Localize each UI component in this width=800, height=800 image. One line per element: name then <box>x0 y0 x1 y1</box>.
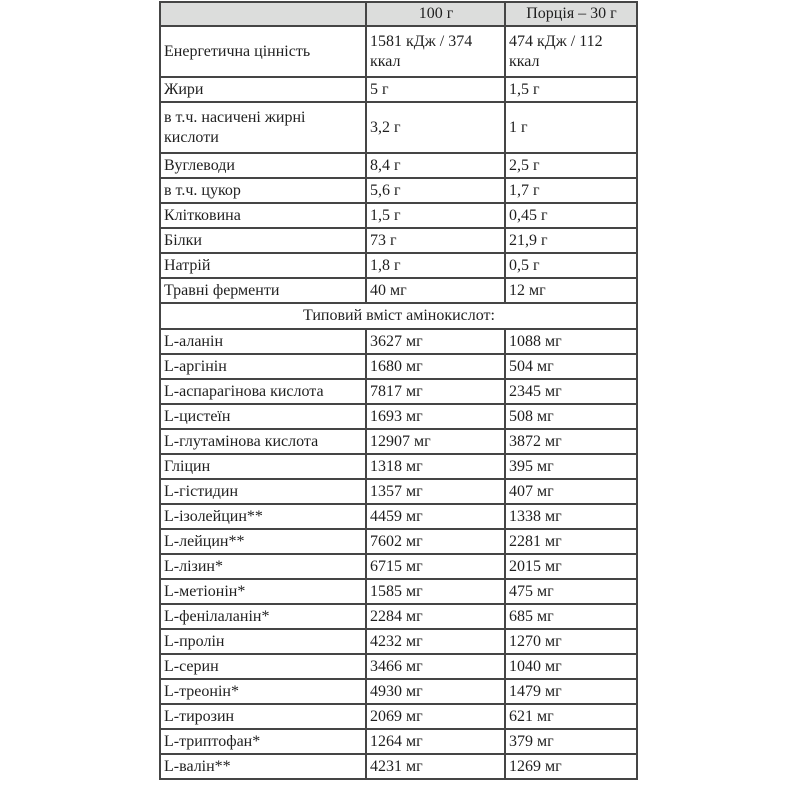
row-label: L-лейцин** <box>160 529 366 554</box>
value-per-portion: 1040 мг <box>505 654 637 679</box>
value-per-100g: 73 г <box>366 228 505 253</box>
section-header-row <box>160 303 637 329</box>
table-row <box>160 26 637 77</box>
value-per-portion: 1269 мг <box>505 754 637 779</box>
value-per-100g: 1,8 г <box>366 253 505 278</box>
row-label: L-пролін <box>160 629 366 654</box>
table-row <box>160 404 637 429</box>
table-row <box>160 153 637 178</box>
row-label: L-триптофан* <box>160 729 366 754</box>
row-label: Білки <box>160 228 366 253</box>
value-per-100g: 4930 мг <box>366 679 505 704</box>
value-per-portion: 475 мг <box>505 579 637 604</box>
table-row <box>160 654 637 679</box>
value-per-100g: 4232 мг <box>366 629 505 654</box>
value-per-100g: 40 мг <box>366 278 505 303</box>
value-per-portion: 1479 мг <box>505 679 637 704</box>
table-row <box>160 354 637 379</box>
row-label: Вуглеводи <box>160 153 366 178</box>
row-label: L-аргінін <box>160 354 366 379</box>
row-label: L-серин <box>160 654 366 679</box>
table-row <box>160 178 637 203</box>
table-row <box>160 579 637 604</box>
value-per-portion: 395 мг <box>505 454 637 479</box>
value-per-100g: 3,2 г <box>366 102 505 153</box>
table-row <box>160 454 637 479</box>
row-label: L-аланін <box>160 329 366 354</box>
row-label: L-тирозин <box>160 704 366 729</box>
value-per-portion: 407 мг <box>505 479 637 504</box>
column-header-100g: 100 г <box>366 2 505 26</box>
value-per-portion: 474 кДж / 112 ккал <box>505 26 637 77</box>
value-per-portion: 3872 мг <box>505 429 637 454</box>
table-row <box>160 529 637 554</box>
value-per-portion: 1 г <box>505 102 637 153</box>
value-per-100g: 1318 мг <box>366 454 505 479</box>
row-label: L-цистеїн <box>160 404 366 429</box>
row-label: L-аспарагінова кислота <box>160 379 366 404</box>
table-row <box>160 228 637 253</box>
value-per-100g: 2069 мг <box>366 704 505 729</box>
table-row <box>160 704 637 729</box>
table-row <box>160 629 637 654</box>
value-per-portion: 2345 мг <box>505 379 637 404</box>
row-label: L-валін** <box>160 754 366 779</box>
table-row <box>160 429 637 454</box>
value-per-portion: 504 мг <box>505 354 637 379</box>
value-per-portion: 2015 мг <box>505 554 637 579</box>
row-label: L-гістидин <box>160 479 366 504</box>
table-row <box>160 203 637 228</box>
value-per-100g: 1,5 г <box>366 203 505 228</box>
row-label: L-глутамінова кислота <box>160 429 366 454</box>
row-label: Травні ферменти <box>160 278 366 303</box>
value-per-portion: 0,5 г <box>505 253 637 278</box>
table-row <box>160 554 637 579</box>
value-per-portion: 12 мг <box>505 278 637 303</box>
value-per-portion: 379 мг <box>505 729 637 754</box>
value-per-100g: 7817 мг <box>366 379 505 404</box>
value-per-portion: 1338 мг <box>505 504 637 529</box>
table-row <box>160 604 637 629</box>
row-label: Енергетична цінність <box>160 26 366 77</box>
section-header-amino-acids: Типовий вміст амінокислот: <box>160 303 637 329</box>
value-per-100g: 6715 мг <box>366 554 505 579</box>
table-row <box>160 329 637 354</box>
row-label: в т.ч. насичені жирні кислоти <box>160 102 366 153</box>
value-per-100g: 1264 мг <box>366 729 505 754</box>
value-per-portion: 1,5 г <box>505 77 637 102</box>
row-label: L-треонін* <box>160 679 366 704</box>
value-per-100g: 8,4 г <box>366 153 505 178</box>
column-header-portion: Порція – 30 г <box>505 2 637 26</box>
row-label: L-метіонін* <box>160 579 366 604</box>
table-row <box>160 729 637 754</box>
value-per-portion: 1270 мг <box>505 629 637 654</box>
table-row <box>160 754 637 779</box>
value-per-100g: 3466 мг <box>366 654 505 679</box>
value-per-100g: 4231 мг <box>366 754 505 779</box>
value-per-100g: 12907 мг <box>366 429 505 454</box>
value-per-100g: 4459 мг <box>366 504 505 529</box>
table-row <box>160 77 637 102</box>
value-per-portion: 508 мг <box>505 404 637 429</box>
value-per-portion: 621 мг <box>505 704 637 729</box>
table-row <box>160 504 637 529</box>
row-label: L-фенілаланін* <box>160 604 366 629</box>
row-label: Жири <box>160 77 366 102</box>
table-row <box>160 479 637 504</box>
value-per-100g: 1693 мг <box>366 404 505 429</box>
value-per-100g: 1357 мг <box>366 479 505 504</box>
value-per-100g: 5,6 г <box>366 178 505 203</box>
column-header-empty <box>160 2 366 26</box>
table-row <box>160 379 637 404</box>
table-row <box>160 278 637 303</box>
value-per-portion: 2281 мг <box>505 529 637 554</box>
value-per-portion: 685 мг <box>505 604 637 629</box>
value-per-100g: 7602 мг <box>366 529 505 554</box>
value-per-100g: 5 г <box>366 77 505 102</box>
row-label: Гліцин <box>160 454 366 479</box>
value-per-portion: 21,9 г <box>505 228 637 253</box>
nutrition-table <box>159 1 638 780</box>
value-per-100g: 1581 кДж / 374 ккал <box>366 26 505 77</box>
row-label: в т.ч. цукор <box>160 178 366 203</box>
table-header-row <box>160 2 637 26</box>
value-per-100g: 1585 мг <box>366 579 505 604</box>
row-label: L-ізолейцин** <box>160 504 366 529</box>
value-per-portion: 2,5 г <box>505 153 637 178</box>
value-per-100g: 2284 мг <box>366 604 505 629</box>
row-label: Клітковина <box>160 203 366 228</box>
value-per-100g: 3627 мг <box>366 329 505 354</box>
value-per-portion: 0,45 г <box>505 203 637 228</box>
table-row <box>160 679 637 704</box>
row-label: Натрій <box>160 253 366 278</box>
table-row <box>160 102 637 153</box>
row-label: L-лізин* <box>160 554 366 579</box>
value-per-portion: 1088 мг <box>505 329 637 354</box>
nutrition-table-container <box>159 1 638 780</box>
table-row <box>160 253 637 278</box>
value-per-portion: 1,7 г <box>505 178 637 203</box>
value-per-100g: 1680 мг <box>366 354 505 379</box>
